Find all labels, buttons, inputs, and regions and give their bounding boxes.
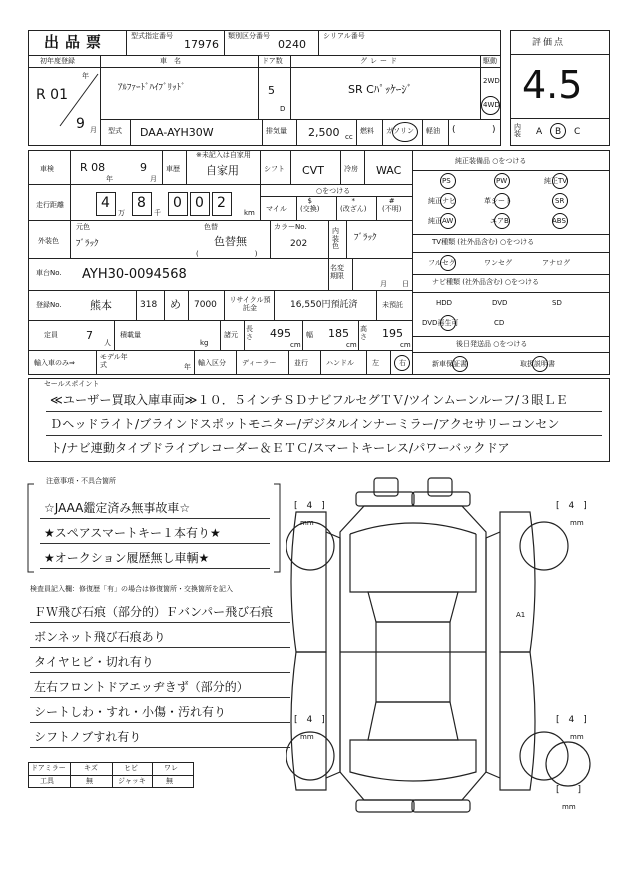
equip-abs: ABS xyxy=(552,217,566,225)
tire-rl-mm: mm xyxy=(300,733,314,741)
recycle-status: 未預託 xyxy=(382,301,403,309)
model-code-label: 型式指定番号 xyxy=(131,32,173,40)
tire-fl-value: 4 xyxy=(306,501,313,511)
grade-label: グレード xyxy=(360,57,400,65)
fuel-light-oil: 軽油 xyxy=(426,127,440,135)
navi-dvd: DVD xyxy=(492,299,508,307)
recycle-label: リサイクル預託金 xyxy=(229,296,271,313)
equip-tv: 純正TV xyxy=(544,177,568,185)
doors-value: 5 xyxy=(268,84,275,97)
inspection-month-unit: 月 xyxy=(150,175,157,183)
tv-oneseg: ワンセグ xyxy=(484,259,512,267)
later-title: 後日発送品 ○をつける xyxy=(456,340,528,348)
color-paren: ( ) xyxy=(196,250,258,258)
inspector-line-5: シートしわ・すれ・小傷・汚れ有り xyxy=(34,705,227,719)
width-unit: cm xyxy=(346,341,357,349)
color-no-label: カラーNo. xyxy=(274,223,307,231)
height-label: 高さ xyxy=(360,325,367,341)
mini-value-tool: 工具 xyxy=(40,777,54,785)
drive-label: 駆動 xyxy=(483,57,497,65)
inspector-line-3: タイヤヒビ・切れ有り xyxy=(34,655,154,669)
ac-value: WAC xyxy=(376,164,402,177)
car-diagram xyxy=(286,472,616,817)
interior-c: C xyxy=(574,127,581,137)
mileage-digit-4-text: 0 xyxy=(195,195,204,211)
first-reg-era: R 01 xyxy=(36,87,68,103)
equip-sr: SR xyxy=(555,197,565,205)
import-dealer: ディーラー xyxy=(242,359,277,367)
color-change: 色替無 xyxy=(214,235,247,248)
length-value: 495 xyxy=(270,327,291,340)
eval-score: 4.5 xyxy=(522,63,583,107)
mini-header-crack: ヒビ xyxy=(124,764,138,772)
mileage-mile: マイル xyxy=(266,205,287,213)
equip-pw: PW xyxy=(496,177,508,185)
mileage-unit-man: 万 xyxy=(118,209,125,217)
interior-b: B xyxy=(555,127,562,137)
import-class-label: 輸入区分 xyxy=(198,359,226,367)
orig-color-label: 元色 xyxy=(76,223,90,231)
length-unit: cm xyxy=(290,341,301,349)
interior-label: 内装 xyxy=(514,123,521,138)
width-value: 185 xyxy=(328,327,349,340)
later-warranty: 新車保証書 xyxy=(432,360,467,368)
height-unit: cm xyxy=(400,341,411,349)
doors-sub: D xyxy=(280,105,286,113)
first-reg-label: 初年度登録 xyxy=(40,57,75,65)
tire-fr-value: 4 xyxy=(568,501,575,511)
navi-hdd: HDD xyxy=(436,299,453,307)
dim-label: 諸元 xyxy=(224,331,238,339)
inspection-year-unit: 年 xyxy=(106,175,113,183)
int-color: ﾌﾞﾗｯｸ xyxy=(354,233,377,243)
color-no: 202 xyxy=(290,239,308,249)
inspection-month: 9 xyxy=(140,161,147,174)
length-label: 長さ xyxy=(246,325,253,341)
mileage-digit-2-text: 8 xyxy=(137,195,146,211)
recycle-value: 16,550円預託済 xyxy=(290,300,358,310)
type-value: DAA-AYH30W xyxy=(140,126,214,139)
shift-label: シフト xyxy=(264,165,285,173)
model-year-label: モデル年式 xyxy=(100,353,128,369)
plate-num2: 7000 xyxy=(194,300,217,310)
capacity-label: 定員 xyxy=(44,331,58,339)
usage-value: 自家用 xyxy=(206,164,239,177)
inspector-line-1: ＦＷ飛び石痕（部分的）Ｆバンパー飛び石痕 xyxy=(34,605,274,619)
later-manual: 取扱説明書 xyxy=(520,360,555,368)
ext-color-label: 外装色 xyxy=(38,237,59,245)
plate-kana: め xyxy=(170,298,181,311)
load-label: 積載量 xyxy=(120,331,141,339)
grade-value: SR Cﾊﾟｯｹｰｼﾞ xyxy=(348,83,413,96)
ac-label: 冷房 xyxy=(344,165,358,173)
import-parallel: 並行 xyxy=(294,359,308,367)
fuel-paren-open: ( xyxy=(452,125,456,135)
inspection-label: 車検 xyxy=(40,165,54,173)
disp-label: 排気量 xyxy=(266,127,287,135)
notes-item-3: ★オークション履歴無し車輌★ xyxy=(44,551,210,565)
equip-aw: 純正AW xyxy=(428,217,454,225)
sales-label: セールスポイント xyxy=(44,380,100,388)
diagram-a1: A1 xyxy=(516,611,526,619)
color-change-label: 色替 xyxy=(204,223,218,231)
tire-spare-mm: mm xyxy=(562,803,576,811)
mileage-unit-sen: 千 xyxy=(154,209,161,217)
eval-label: 評価点 xyxy=(532,38,566,48)
category-value: 0240 xyxy=(278,38,306,51)
name-change-day: 日 xyxy=(402,280,409,288)
equip-ps: PS xyxy=(442,177,451,185)
disp-value: 2,500 xyxy=(308,126,340,139)
first-reg-year-unit: 年 xyxy=(82,72,89,80)
model-year-unit: 年 xyxy=(184,363,191,371)
height-value: 195 xyxy=(382,327,403,340)
page-title: 出品票 xyxy=(44,33,108,51)
plate-area: 熊本 xyxy=(90,299,112,312)
sales-line-2: Ｄヘッドライト/ブラインドスポットモニター/デジタルインナーミラー/アクセサリーコンセン xyxy=(50,417,560,431)
fuel-paren-close: ) xyxy=(492,125,496,135)
usage-note: ※未記入は自家用 xyxy=(196,151,251,159)
serial-label: シリアル番号 xyxy=(323,32,365,40)
car-name: ｱﾙﾌｧｰﾄﾞﾊｲﾌﾞﾘｯﾄﾞ xyxy=(118,83,186,93)
name-change-label: 名変期限 xyxy=(330,264,344,281)
equip-airbag: エアB xyxy=(490,217,509,225)
capacity-unit: 人 xyxy=(104,339,111,347)
inspector-line-2: ボンネット飛び石痕あり xyxy=(34,630,166,644)
equip-leather: 革シート xyxy=(484,197,512,205)
plate-label: 登録No. xyxy=(36,301,62,309)
tire-spare: [ ] xyxy=(556,785,582,795)
drive-2wd: 2WD xyxy=(483,77,500,85)
inspector-line-6: シフトノブすれ有り xyxy=(34,730,142,744)
tire-rl: [ 4 ] xyxy=(294,715,325,725)
first-reg-month: 9 xyxy=(76,116,85,132)
fuel-label: 燃料 xyxy=(360,127,374,135)
tv-title: TV種類 (社外品含む) ○をつける xyxy=(432,238,535,246)
inspector-label: 検査員記入欄：修復歴「有」の場合は修復箇所・交換箇所を記入 xyxy=(30,585,233,593)
mileage-digit-5-text: 2 xyxy=(217,195,226,211)
capacity-value: 7 xyxy=(86,329,93,342)
load-unit: kg xyxy=(200,339,209,347)
model-code-value: 17976 xyxy=(184,38,219,51)
circle-note: ○をつける xyxy=(316,187,351,195)
inspector-line-4: 左右フロントドアエッヂきず（部分的） xyxy=(34,680,249,694)
interior-a: A xyxy=(536,127,543,137)
usage-label: 車歴 xyxy=(166,165,180,173)
tire-rl-value: 4 xyxy=(306,715,313,725)
notes-label: 注意事項・不具合箇所 xyxy=(46,477,116,485)
mileage-label: 走行距離 xyxy=(36,201,64,209)
category-label: 類別区分番号 xyxy=(228,32,270,40)
doors-label: ドア数 xyxy=(262,57,283,65)
tire-rr-mm: mm xyxy=(570,733,584,741)
tire-rr: [ 4 ] xyxy=(556,715,587,725)
tire-fr-mm: mm xyxy=(570,519,584,527)
mileage-digit-3-text: 0 xyxy=(173,195,182,211)
mileage-unknown: # (不明) xyxy=(382,197,402,213)
navi-title: ナビ種類 (社外品含む) ○をつける xyxy=(432,278,540,286)
chassis-value: AYH30-0094568 xyxy=(82,267,187,282)
width-label: 幅 xyxy=(306,331,313,339)
mini-header-break: ワレ xyxy=(164,764,178,772)
first-reg-month-unit: 月 xyxy=(90,126,97,134)
equip-title: 純正装備品 ○をつける xyxy=(455,157,527,165)
handle-right: 右 xyxy=(399,359,406,367)
fuel-gasoline: ガソリン xyxy=(386,127,414,135)
int-color-label: 内装色 xyxy=(332,227,339,251)
handle-label: ハンドル xyxy=(326,359,354,367)
type-label: 型式 xyxy=(108,127,122,135)
mileage-modified: * (改ざん) xyxy=(340,197,367,213)
name-change-month: 月 xyxy=(380,280,387,288)
notes-item-1: ☆JAAA鑑定済み無事故車☆ xyxy=(44,501,191,515)
car-name-label: 車 名 xyxy=(160,57,181,65)
handle-left: 左 xyxy=(372,359,379,367)
mini-value-tool-status: 無 xyxy=(86,777,93,785)
navi-sd: SD xyxy=(552,299,562,307)
mini-value-jack: ジャッキ xyxy=(118,777,146,785)
drive-4wd: 4WD xyxy=(483,101,500,109)
notes-item-2: ★スペアスマートキー１本有り★ xyxy=(44,526,221,540)
sales-line-1: ≪ユーザー買取入庫車両≫１０．５インチＳＤナビフルセグＴＶ/ツインムーンルーフ/３眼ＬＥ xyxy=(50,393,568,407)
mini-header-mirror: ドアミラー xyxy=(31,764,66,772)
chassis-label: 車台No. xyxy=(36,269,62,277)
plate-num1: 318 xyxy=(140,300,158,310)
mileage-digit-1-text: 4 xyxy=(101,195,110,211)
tire-fr: [ 4 ] xyxy=(556,501,587,511)
tire-fl-mm: mm xyxy=(300,519,314,527)
shift-value: CVT xyxy=(302,164,324,177)
mini-value-jack-status: 無 xyxy=(166,777,173,785)
import-label: 輸入車のみ⇒ xyxy=(34,359,75,367)
navi-dvd-play: DVD再生可 xyxy=(422,319,459,327)
inspection-era: R 08 xyxy=(80,161,106,174)
orig-color: ﾌﾞﾗｯｸ xyxy=(76,239,99,249)
tire-fl: [ 4 ] xyxy=(294,501,325,511)
disp-unit: cc xyxy=(345,133,353,141)
tire-rr-value: 4 xyxy=(568,715,575,725)
mini-header-scratch: キズ xyxy=(84,764,98,772)
mileage-km: km xyxy=(244,209,255,217)
sales-line-3: ト/ナビ連動タイプドライブレコーダー＆ＥＴＣ/スマートキーレス/パワーバックドア xyxy=(50,441,510,455)
tv-fullseg: フルセグ xyxy=(428,259,456,267)
equip-navi: 純正ナビ xyxy=(428,197,456,205)
navi-cd: CD xyxy=(494,319,505,327)
mileage-exchange: $ (交換) xyxy=(300,197,320,213)
tv-analog: アナログ xyxy=(542,259,570,267)
